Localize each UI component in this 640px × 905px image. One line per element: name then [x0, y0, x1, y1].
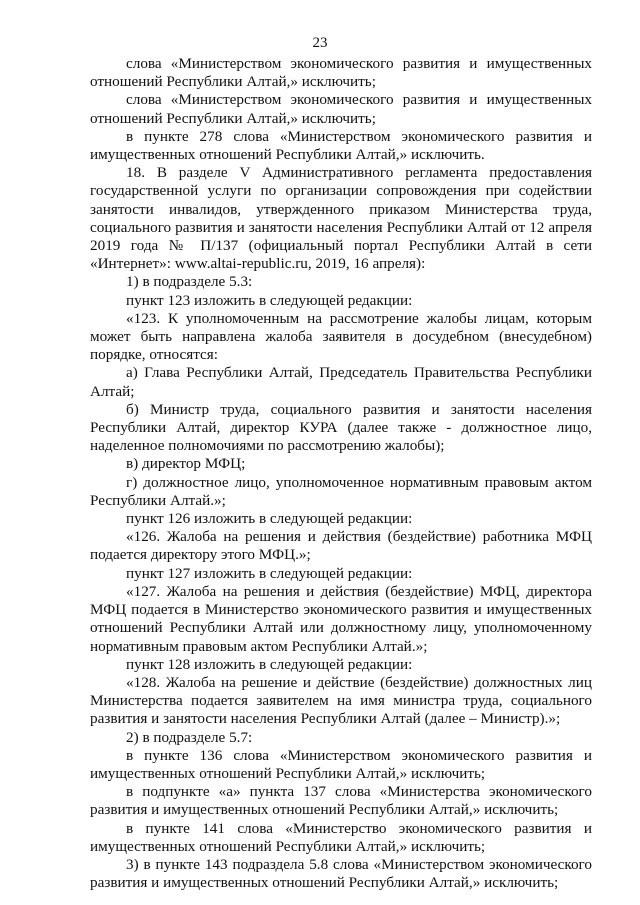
paragraph: слова «Министерством экономического развития и имущественных отношений Республики Алтай,» исключить;	[90, 91, 592, 127]
paragraph: слова «Министерством экономического развития и имущественных отношений Республики Алтай,» исключить;	[90, 55, 592, 91]
paragraph: «126. Жалоба на решения и действия (бездействие) работника МФЦ подается директору этого МФЦ.»;	[90, 528, 592, 564]
paragraph: пункт 123 изложить в следующей редакции:	[126, 291, 413, 309]
paragraph: б) Министр труда, социального развития и занятости населения Республики Алтай, директор КУРА (далее также - должностное лицо, наделенное полномочиями по рассмотрению жалобы);	[90, 400, 592, 455]
paragraph: в пункте 136 слова «Министерством экономического развития и имущественных отношений Республики Алтай,» исключить;	[90, 746, 592, 782]
paragraph: 3) в пункте 143 подраздела 5.8 слова «Министерством экономического развития и имущественных отношений Республики Алтай,» исключить;	[90, 855, 592, 892]
paragraph: г) должностное лицо, уполномоченное нормативным правовым актом Республики Алтай.»;	[90, 473, 592, 509]
paragraph: в) директор МФЦ;	[126, 455, 246, 473]
paragraph: «128. Жалоба на решение и действие (бездействие) должностных лиц Министерства подается заявителем на имя министра труда, социального развития и занятости населения Республики Алтай (далее – Министр).»;	[90, 673, 592, 728]
paragraph: пункт 127 изложить в следующей редакции:	[126, 564, 413, 582]
paragraph: 2) в подразделе 5.7:	[126, 728, 253, 746]
document-body	[90, 55, 592, 892]
paragraph: в подпункте «а» пункта 137 слова «Министерства экономического развития и имущественных отношений Республики Алтай,» исключить;	[90, 783, 592, 819]
paragraph: «127. Жалоба на решения и действия (бездействие) МФЦ, директора МФЦ подается в Министерство экономического развития и имущественных отношений Республики Алтай или должностному лицу, уполномоченному нормативным правовым актом Республики Алтай.»;	[90, 582, 592, 655]
page-number: 23	[312, 35, 328, 51]
paragraph: 18. В разделе V Административного регламента предоставления государственной услуги по организации сопровождения при содействии занятости инвалидов, утвержденного приказом Министерства труда, социального развития и занятости населения Республики Алтай от 12 апреля 2019 года № П/137 (официальный портал Республики Алтай в сети «Интернет»: www.altai-republic.ru, 2019, 16 апреля):	[90, 164, 592, 273]
paragraph: «123. К уполномоченным на рассмотрение жалобы лицам, которым может быть направлена жалоба заявителя в досудебном (внесудебном) порядке, относятся:	[90, 309, 592, 364]
paragraph: в пункте 141 слова «Министерство экономического развития и имущественных отношений Республики Алтай,» исключить;	[90, 819, 592, 855]
paragraph: пункт 128 изложить в следующей редакции:	[126, 655, 413, 673]
paragraph: в пункте 278 слова «Министерством экономического развития и имущественных отношений Республики Алтай,» исключить.	[90, 127, 592, 164]
paragraph: а) Глава Республики Алтай, Председатель Правительства Республики Алтай;	[90, 364, 592, 400]
paragraph: 1) в подразделе 5.3:	[126, 273, 253, 291]
paragraph: пункт 126 изложить в следующей редакции:	[126, 510, 413, 528]
